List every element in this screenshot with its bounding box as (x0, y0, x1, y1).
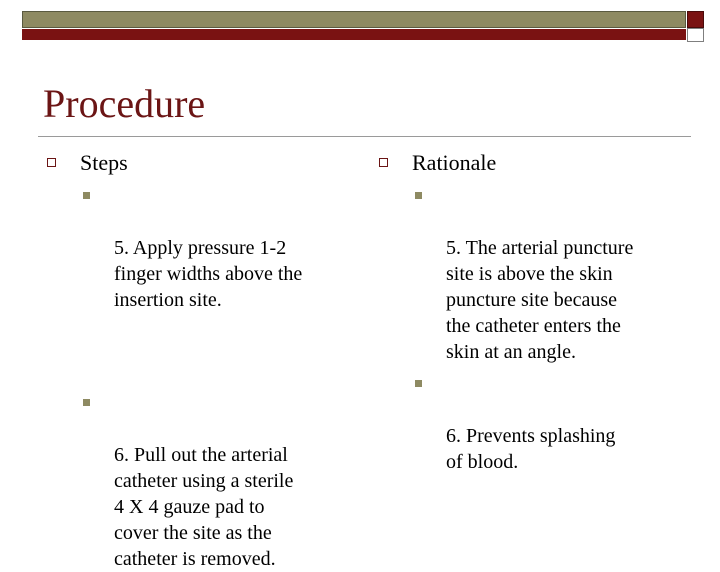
header-maroon-bar (22, 29, 686, 40)
rationale-6-text: 6. Prevents splashing of blood. (446, 425, 616, 473)
square-bullet-icon (83, 399, 90, 406)
slide-title: Procedure (43, 81, 206, 126)
list-item (81, 390, 345, 572)
header-white-square (687, 28, 704, 42)
steps-heading: Steps (80, 150, 128, 175)
title-divider (38, 136, 691, 137)
rationale-5-text: 5. The arterial puncture site is above the skin puncture site because the catheter enters the skin at an angle. (446, 237, 634, 363)
rationale-column (377, 150, 682, 475)
hollow-square-bullet-icon (379, 158, 388, 167)
square-bullet-icon (83, 192, 90, 199)
step-5-text: 5. Apply pressure 1-2 finger widths above the insertion site. (114, 237, 303, 311)
header-olive-bar (22, 11, 686, 28)
step-6-text: 6. Pull out the arterial catheter using a sterile 4 X 4 gauze pad to cover the site as the catheter is removed. (114, 444, 294, 570)
rationale-heading-item (377, 150, 682, 176)
square-bullet-icon (415, 192, 422, 199)
list-item (413, 371, 682, 475)
list-item (81, 183, 345, 313)
rationale-heading: Rationale (412, 150, 497, 175)
square-bullet-icon (415, 380, 422, 387)
steps-heading-item (45, 150, 345, 176)
hollow-square-bullet-icon (47, 158, 56, 167)
list-item (413, 183, 682, 365)
header-maroon-square (687, 11, 704, 28)
steps-column (45, 150, 345, 572)
